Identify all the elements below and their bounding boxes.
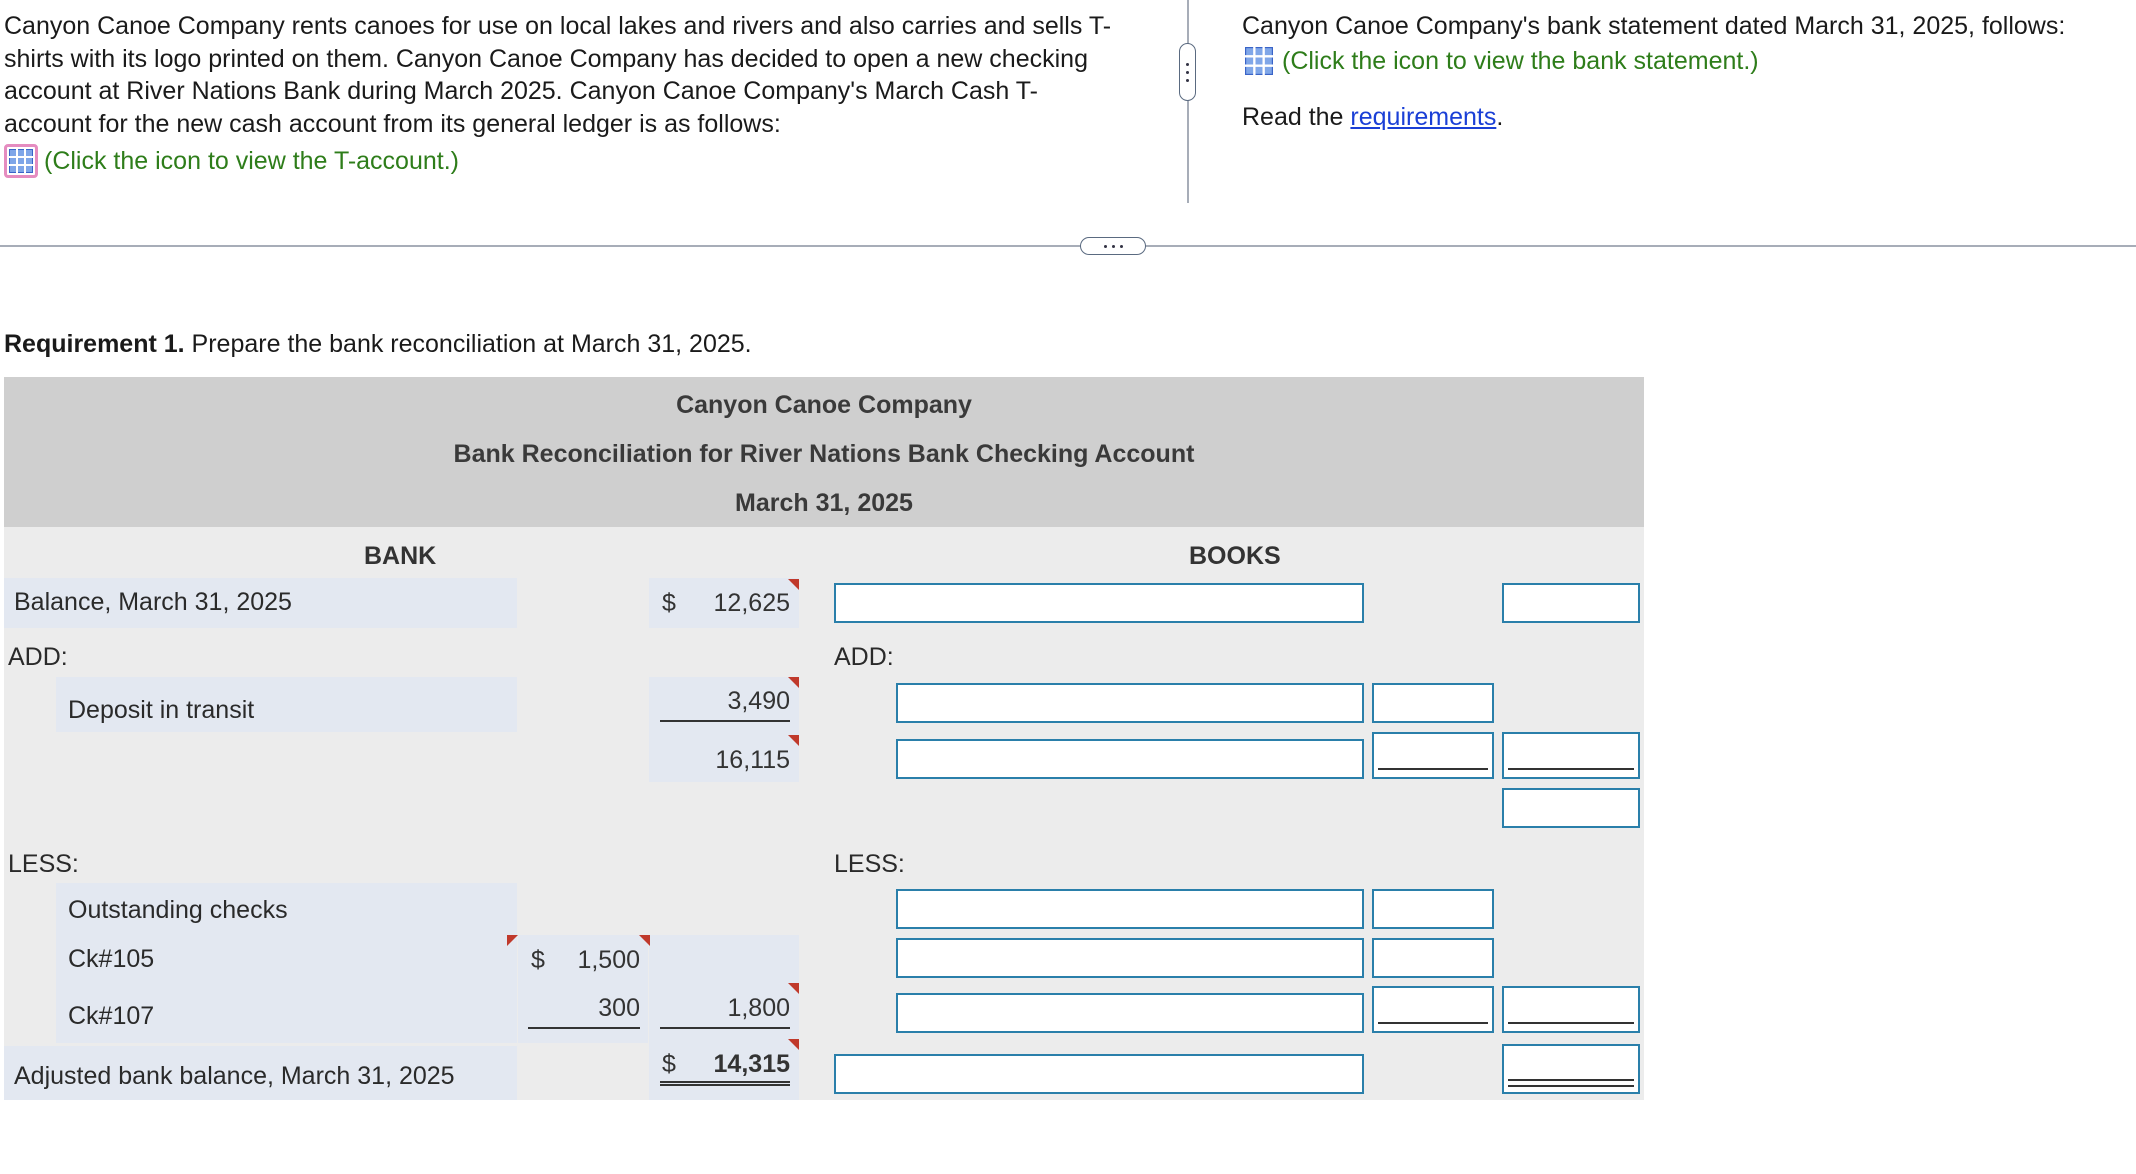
reconciliation-title: Bank Reconciliation for River Nations Bank Checking Account bbox=[453, 440, 1195, 468]
ck105-dollar-sign: $ bbox=[531, 946, 545, 974]
panel-vertical-divider bbox=[1187, 0, 1189, 203]
outstanding-checks-label: Outstanding checks bbox=[68, 896, 288, 924]
horizontal-resize-handle[interactable] bbox=[1080, 237, 1146, 255]
requirement-heading bbox=[4, 330, 752, 359]
adjusted-bank-value[interactable]: 14,315 bbox=[660, 1050, 790, 1086]
answer-marker-icon bbox=[507, 935, 518, 946]
read-prefix: Read the bbox=[1242, 102, 1351, 131]
books-add-item1-input[interactable] bbox=[896, 683, 1364, 723]
answer-marker-icon bbox=[788, 1039, 799, 1050]
deposit-value[interactable]: 3,490 bbox=[660, 687, 790, 722]
panel-horizontal-divider bbox=[0, 245, 2136, 247]
adjusted-bank-balance-label: Adjusted bank balance, March 31, 2025 bbox=[14, 1062, 455, 1090]
books-balance-amount-input[interactable] bbox=[1502, 583, 1640, 623]
answer-marker-icon bbox=[788, 735, 799, 746]
answer-marker-icon bbox=[788, 579, 799, 590]
deposit-in-transit-label: Deposit in transit bbox=[68, 696, 255, 724]
adjusted-book-balance-amount-input[interactable] bbox=[1502, 1044, 1640, 1094]
books-add-item2-amount-input[interactable] bbox=[1372, 732, 1494, 779]
balance-value[interactable]: 12,625 bbox=[713, 589, 790, 617]
ck105-label: Ck#105 bbox=[68, 945, 155, 973]
books-add-item1-amount-input[interactable] bbox=[1372, 683, 1494, 723]
bank-column-header: BANK bbox=[364, 542, 437, 570]
ck105-value[interactable]: 1,500 bbox=[577, 946, 640, 974]
read-suffix: . bbox=[1496, 102, 1504, 131]
books-less-total-input[interactable] bbox=[1502, 986, 1640, 1033]
adjusted-book-balance-label-input[interactable] bbox=[834, 1054, 1364, 1094]
table-grid-icon[interactable] bbox=[1242, 45, 1276, 79]
adjusted-dollar-sign: $ bbox=[662, 1050, 676, 1078]
books-less-item2-amount-input[interactable] bbox=[1372, 938, 1494, 978]
books-subtotal-input[interactable] bbox=[1502, 788, 1640, 828]
books-add-item2-input[interactable] bbox=[896, 739, 1364, 779]
statement-link-text[interactable]: (Click the icon to view the bank statement.) bbox=[1282, 47, 1759, 76]
statement-intro: Canyon Canoe Company's bank statement dated March 31, 2025, follows: bbox=[1242, 12, 2066, 40]
books-add-label: ADD: bbox=[834, 643, 894, 671]
requirements-link[interactable]: requirements bbox=[1350, 102, 1497, 131]
books-column-header: BOOKS bbox=[1189, 542, 1281, 570]
answer-marker-icon bbox=[788, 677, 799, 688]
checks-total-value[interactable]: 1,800 bbox=[660, 994, 790, 1029]
vertical-resize-handle[interactable] bbox=[1179, 43, 1196, 101]
books-less-item3-amount-input[interactable] bbox=[1372, 986, 1494, 1033]
requirement-text: Prepare the bank reconciliation at March 31, 2025. bbox=[184, 330, 752, 358]
books-less-item1-amount-input[interactable] bbox=[1372, 889, 1494, 929]
bank-less-label: LESS: bbox=[8, 850, 79, 878]
ck107-value[interactable]: 300 bbox=[528, 994, 640, 1029]
answer-marker-icon bbox=[639, 935, 650, 946]
books-balance-label-input[interactable] bbox=[834, 583, 1364, 623]
statement-link[interactable] bbox=[1242, 45, 2122, 79]
intro-text: Canyon Canoe Company rents canoes for use on local lakes and rivers and also carries and sells T-shirts with its logo printed on them. Canyon Canoe Company has decided to open a new checking account at River Nations Bank during March 2025. Canyon Canoe Company's March Cash T-account for the new cash account from its general ledger is as follows: bbox=[4, 12, 1112, 138]
reconciliation-header bbox=[4, 377, 1644, 527]
read-requirements bbox=[1242, 101, 2122, 134]
ck107-label: Ck#107 bbox=[68, 1002, 155, 1030]
books-less-item2-input[interactable] bbox=[896, 938, 1364, 978]
balance-label: Balance, March 31, 2025 bbox=[14, 588, 292, 616]
problem-intro bbox=[4, 10, 1124, 178]
reconciliation-date: March 31, 2025 bbox=[735, 489, 913, 517]
books-less-item1-input[interactable] bbox=[896, 889, 1364, 929]
balance-dollar-sign: $ bbox=[662, 589, 676, 617]
books-less-item3-input[interactable] bbox=[896, 993, 1364, 1033]
answer-marker-icon bbox=[788, 983, 799, 994]
table-grid-icon[interactable] bbox=[4, 144, 38, 178]
taccount-link[interactable] bbox=[4, 144, 1124, 178]
books-less-label: LESS: bbox=[834, 850, 905, 878]
bank-add-label: ADD: bbox=[8, 643, 68, 671]
subtotal-value[interactable]: 16,115 bbox=[715, 746, 790, 774]
right-panel bbox=[1242, 10, 2122, 133]
company-name: Canyon Canoe Company bbox=[676, 391, 972, 419]
taccount-link-text[interactable]: (Click the icon to view the T-account.) bbox=[44, 146, 459, 175]
books-add-total-input[interactable] bbox=[1502, 732, 1640, 779]
requirement-number: Requirement 1. bbox=[4, 330, 185, 358]
